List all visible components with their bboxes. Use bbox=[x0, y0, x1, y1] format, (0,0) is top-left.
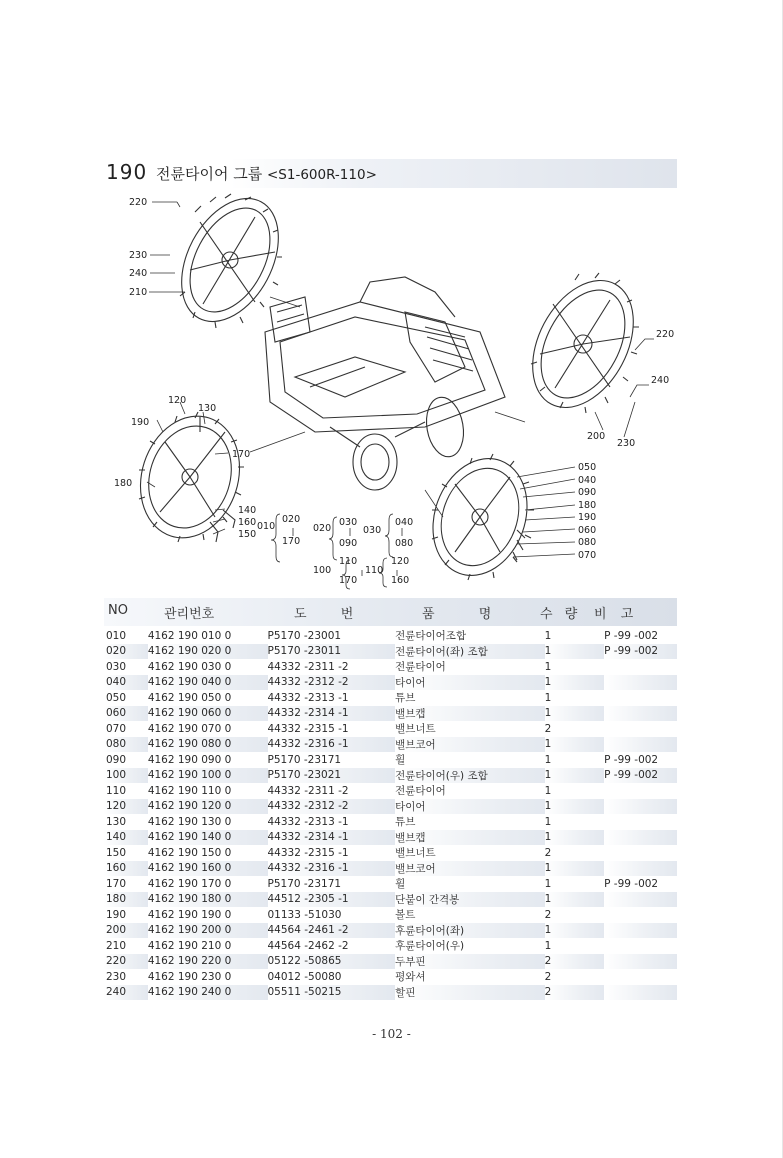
row-number-cell: 130 bbox=[106, 815, 127, 828]
management-number-cell: 4162 190 190 0 bbox=[147, 908, 232, 921]
drawing-number-cell: 44332 -2313 -1 bbox=[267, 691, 349, 704]
drawing-number-cell: 44332 -2311 -2 bbox=[267, 784, 349, 797]
row-number-cell: 010 bbox=[106, 629, 127, 642]
table-row bbox=[104, 675, 677, 691]
row-number-cell: 100 bbox=[104, 768, 148, 784]
row-number-cell: 150 bbox=[106, 846, 127, 859]
assembly-label: 170 bbox=[339, 575, 358, 586]
remark-cell bbox=[604, 985, 677, 1001]
table-row bbox=[104, 690, 677, 706]
part-name-cell: 두부핀 bbox=[395, 954, 545, 970]
callout: 130 bbox=[198, 403, 217, 414]
quantity-cell: 1 bbox=[545, 892, 605, 908]
table-row bbox=[104, 954, 677, 970]
management-number-cell: 4162 190 050 0 bbox=[147, 691, 232, 704]
quantity-cell: 1 bbox=[544, 877, 552, 890]
drawing-number-cell: 44332 -2314 -1 bbox=[268, 706, 396, 722]
management-number-cell: 4162 190 140 0 bbox=[148, 830, 268, 846]
callout: 170 bbox=[232, 449, 251, 460]
table-row bbox=[104, 814, 677, 830]
assembly-label: 120 bbox=[391, 556, 410, 567]
row-number-cell: 190 bbox=[106, 908, 127, 921]
assembly-label: 010 bbox=[257, 521, 276, 532]
part-name-cell: 밸브코어 bbox=[395, 737, 545, 753]
quantity-cell: 1 bbox=[544, 660, 552, 673]
part-name-cell: 밸브너트 bbox=[395, 847, 436, 860]
quantity-cell: 2 bbox=[544, 908, 552, 921]
part-name-cell: 전륜타이어(좌) 조합 bbox=[395, 644, 545, 660]
remark-cell: P -99 -002 bbox=[604, 644, 677, 660]
header-quantity: 수 량 bbox=[540, 607, 578, 622]
management-number-cell: 4162 190 100 0 bbox=[148, 768, 268, 784]
quantity-cell: 1 bbox=[545, 675, 605, 691]
row-number-cell: 110 bbox=[106, 784, 127, 797]
assembly-label: 080 bbox=[395, 538, 414, 549]
quantity-cell: 1 bbox=[545, 830, 605, 846]
management-number-cell: 4162 190 110 0 bbox=[147, 784, 232, 797]
part-name-cell: 타이어 bbox=[395, 799, 545, 815]
quantity-cell: 1 bbox=[545, 644, 605, 660]
callout: 240 bbox=[129, 268, 148, 279]
assembly-label: 160 bbox=[391, 575, 410, 586]
callout: 240 bbox=[651, 375, 670, 386]
remark-cell bbox=[604, 954, 677, 970]
quantity-cell: 1 bbox=[545, 923, 605, 939]
remark-cell bbox=[604, 830, 677, 846]
quantity-cell: 2 bbox=[545, 985, 605, 1001]
remark-cell: P -99 -002 bbox=[604, 753, 659, 766]
drawing-number-cell: P5170 -23001 bbox=[267, 629, 342, 642]
quantity-cell: 2 bbox=[545, 954, 605, 970]
remark-cell: P -99 -002 bbox=[604, 629, 659, 642]
page-number: - 102 - bbox=[372, 1027, 411, 1041]
tractor-body bbox=[265, 277, 505, 490]
remark-cell bbox=[604, 845, 677, 861]
callout: 090 bbox=[578, 487, 597, 498]
callout: 210 bbox=[129, 287, 148, 298]
part-name-cell: 밸브코어 bbox=[395, 861, 545, 877]
management-number-cell: 4162 190 170 0 bbox=[147, 877, 232, 890]
part-name-cell: 휠 bbox=[395, 754, 406, 767]
management-number-cell: 4162 190 210 0 bbox=[147, 939, 232, 952]
table-row bbox=[104, 985, 677, 1001]
row-number-cell: 240 bbox=[104, 985, 148, 1001]
part-name-cell: 밸브캡 bbox=[395, 706, 545, 722]
drawing-number-cell: 05511 -50215 bbox=[268, 985, 396, 1001]
row-number-cell: 160 bbox=[104, 861, 148, 877]
part-name-cell: 볼트 bbox=[395, 909, 416, 922]
table-row bbox=[104, 721, 677, 737]
remark-cell: P -99 -002 bbox=[604, 877, 659, 890]
assembly-label: 090 bbox=[339, 538, 358, 549]
exploded-parts-diagram bbox=[105, 192, 685, 592]
callout: 150 bbox=[238, 529, 257, 540]
assembly-label: 100 bbox=[313, 565, 332, 576]
header-part-name: 품 명 bbox=[422, 607, 492, 622]
assembly-label: 110 bbox=[339, 556, 358, 567]
drawing-number-cell: P5170 -23021 bbox=[268, 768, 396, 784]
quantity-cell: 1 bbox=[544, 939, 552, 952]
drawing-number-cell: 44512 -2305 -1 bbox=[268, 892, 396, 908]
part-name-cell: 전륜타이어(우) 조합 bbox=[395, 768, 545, 784]
management-number-cell: 4162 190 230 0 bbox=[147, 970, 232, 983]
part-name-cell: 타이어 bbox=[395, 675, 545, 691]
header-mgmt-number: 관리번호 bbox=[164, 607, 215, 622]
quantity-cell: 1 bbox=[544, 691, 552, 704]
callout: 040 bbox=[578, 475, 597, 486]
part-name-cell: 할핀 bbox=[395, 985, 545, 1001]
quantity-cell: 1 bbox=[545, 861, 605, 877]
remark-cell bbox=[604, 721, 677, 737]
header-drawing-number: 도 번 bbox=[294, 607, 354, 622]
quantity-cell: 1 bbox=[544, 629, 552, 642]
callout: 140 bbox=[238, 505, 257, 516]
callout: 220 bbox=[129, 197, 148, 208]
management-number-cell: 4162 190 030 0 bbox=[147, 660, 232, 673]
table-row bbox=[104, 644, 677, 660]
part-name-cell: 전륜타이어 bbox=[395, 661, 446, 674]
remark-cell bbox=[604, 892, 677, 908]
drawing-number-cell: 44332 -2313 -1 bbox=[267, 815, 349, 828]
callout: 200 bbox=[587, 431, 606, 442]
callout: 080 bbox=[578, 537, 597, 548]
parts-table-body bbox=[104, 628, 677, 1000]
table-row bbox=[104, 830, 677, 846]
drawing-number-cell: P5170 -23171 bbox=[267, 877, 342, 890]
remark-cell bbox=[604, 907, 677, 923]
management-number-cell: 4162 190 060 0 bbox=[148, 706, 268, 722]
rear-wheel-left bbox=[162, 192, 298, 338]
row-number-cell: 070 bbox=[106, 722, 127, 735]
callout: 230 bbox=[129, 250, 148, 261]
drawing-number-cell: 44332 -2314 -1 bbox=[268, 830, 396, 846]
assembly-label: 020 bbox=[313, 523, 332, 534]
row-number-cell: 220 bbox=[104, 954, 148, 970]
management-number-cell: 4162 190 220 0 bbox=[148, 954, 268, 970]
drawing-number-cell: 44332 -2312 -2 bbox=[268, 675, 396, 691]
group-title: 전륜타이어 그룹 bbox=[156, 165, 263, 183]
table-header bbox=[104, 598, 677, 626]
management-number-cell: 4162 190 090 0 bbox=[147, 753, 232, 766]
row-number-cell: 120 bbox=[104, 799, 148, 815]
management-number-cell: 4162 190 080 0 bbox=[148, 737, 268, 753]
quantity-cell: 1 bbox=[545, 706, 605, 722]
page-title bbox=[156, 163, 377, 184]
model-code: <S1-600R-110> bbox=[266, 167, 377, 183]
callout: 060 bbox=[578, 525, 597, 536]
assembly-label: 110 bbox=[365, 565, 384, 576]
callout: 190 bbox=[578, 512, 597, 523]
remark-cell bbox=[604, 969, 677, 985]
parts-table bbox=[104, 628, 677, 1000]
quantity-cell: 1 bbox=[545, 768, 605, 784]
drawing-number-cell: 44332 -2311 -2 bbox=[267, 660, 349, 673]
remark-cell bbox=[604, 659, 677, 675]
part-name-cell: 단붙이 간격봉 bbox=[395, 892, 545, 908]
part-name-cell: 밸브너트 bbox=[395, 723, 436, 736]
table-row bbox=[104, 907, 677, 923]
callout: 220 bbox=[656, 329, 675, 340]
row-number-cell: 200 bbox=[104, 923, 148, 939]
remark-cell bbox=[604, 675, 677, 691]
remark-cell bbox=[604, 938, 677, 954]
assembly-label: 040 bbox=[395, 517, 414, 528]
assembly-label: 030 bbox=[339, 517, 358, 528]
remark-cell bbox=[604, 814, 677, 830]
drawing-number-cell: 44332 -2316 -1 bbox=[268, 861, 396, 877]
group-number: 190 bbox=[106, 160, 148, 184]
table-row bbox=[104, 892, 677, 908]
remark-cell bbox=[604, 799, 677, 815]
table-row bbox=[104, 876, 677, 892]
remark-cell bbox=[604, 923, 677, 939]
assembly-label: 020 bbox=[282, 514, 301, 525]
row-number-cell: 230 bbox=[106, 970, 127, 983]
callout: 070 bbox=[578, 550, 597, 561]
table-row bbox=[104, 799, 677, 815]
part-name-cell: 튜브 bbox=[395, 816, 416, 829]
quantity-cell: 1 bbox=[545, 737, 605, 753]
management-number-cell: 4162 190 010 0 bbox=[147, 629, 232, 642]
row-number-cell: 090 bbox=[106, 753, 127, 766]
part-name-cell: 밸브캡 bbox=[395, 830, 545, 846]
quantity-cell: 1 bbox=[544, 784, 552, 797]
table-row bbox=[104, 845, 677, 861]
part-name-cell: 튜브 bbox=[395, 692, 416, 705]
callout: 120 bbox=[168, 395, 187, 406]
remark-cell: P -99 -002 bbox=[604, 768, 677, 784]
table-row bbox=[104, 737, 677, 753]
row-number-cell: 080 bbox=[104, 737, 148, 753]
quantity-cell: 2 bbox=[544, 846, 552, 859]
drawing-number-cell: 44332 -2316 -1 bbox=[268, 737, 396, 753]
table-row bbox=[104, 938, 677, 954]
callout: 050 bbox=[578, 462, 597, 473]
management-number-cell: 4162 190 150 0 bbox=[147, 846, 232, 859]
row-number-cell: 020 bbox=[104, 644, 148, 660]
drawing-number-cell: 44564 -2461 -2 bbox=[268, 923, 396, 939]
management-number-cell: 4162 190 020 0 bbox=[148, 644, 268, 660]
remark-cell bbox=[604, 737, 677, 753]
drawing-number-cell: 44332 -2312 -2 bbox=[268, 799, 396, 815]
table-row bbox=[104, 783, 677, 799]
assembly-label: 030 bbox=[363, 525, 382, 536]
table-row bbox=[104, 706, 677, 722]
part-name-cell: 전륜타이어 bbox=[395, 785, 446, 798]
remark-cell bbox=[604, 690, 677, 706]
callout: 190 bbox=[131, 417, 150, 428]
table-row bbox=[104, 923, 677, 939]
drawing-number-cell: P5170 -23011 bbox=[268, 644, 396, 660]
quantity-cell: 1 bbox=[544, 753, 552, 766]
quantity-cell: 1 bbox=[544, 815, 552, 828]
table-row bbox=[104, 659, 677, 675]
rear-wheel-right bbox=[512, 263, 654, 424]
management-number-cell: 4162 190 120 0 bbox=[148, 799, 268, 815]
management-number-cell: 4162 190 200 0 bbox=[148, 923, 268, 939]
drawing-number-cell: 44564 -2462 -2 bbox=[267, 939, 349, 952]
callout: 230 bbox=[617, 438, 636, 449]
management-number-cell: 4162 190 040 0 bbox=[148, 675, 268, 691]
drawing-number-cell: 05122 -50865 bbox=[268, 954, 396, 970]
remark-cell bbox=[604, 861, 677, 877]
table-row bbox=[104, 861, 677, 877]
management-number-cell: 4162 190 240 0 bbox=[148, 985, 268, 1001]
remark-cell bbox=[604, 783, 677, 799]
remark-cell bbox=[604, 706, 677, 722]
row-number-cell: 050 bbox=[106, 691, 127, 704]
part-name-cell: 전륜타이어조합 bbox=[395, 630, 467, 643]
table-row bbox=[104, 768, 677, 784]
management-number-cell: 4162 190 160 0 bbox=[148, 861, 268, 877]
table-row bbox=[104, 628, 677, 644]
row-number-cell: 040 bbox=[104, 675, 148, 691]
header-remark: 비 고 bbox=[594, 607, 634, 622]
row-number-cell: 210 bbox=[106, 939, 127, 952]
drawing-number-cell: 01133 -51030 bbox=[267, 908, 342, 921]
quantity-cell: 2 bbox=[544, 970, 552, 983]
callout: 180 bbox=[114, 478, 133, 489]
assembly-label: 170 bbox=[282, 536, 301, 547]
management-number-cell: 4162 190 180 0 bbox=[148, 892, 268, 908]
row-number-cell: 060 bbox=[104, 706, 148, 722]
callout: 180 bbox=[578, 500, 597, 511]
callout: 160 bbox=[238, 517, 257, 528]
quantity-cell: 2 bbox=[544, 722, 552, 735]
management-number-cell: 4162 190 130 0 bbox=[147, 815, 232, 828]
quantity-cell: 1 bbox=[545, 799, 605, 815]
row-number-cell: 180 bbox=[104, 892, 148, 908]
row-number-cell: 030 bbox=[106, 660, 127, 673]
table-row bbox=[104, 969, 677, 985]
table-row bbox=[104, 752, 677, 768]
part-name-cell: 후륜타이어(좌) bbox=[395, 923, 545, 939]
row-number-cell: 140 bbox=[104, 830, 148, 846]
part-name-cell: 휠 bbox=[395, 878, 406, 891]
management-number-cell: 4162 190 070 0 bbox=[147, 722, 232, 735]
drawing-number-cell: 44332 -2315 -1 bbox=[267, 846, 349, 859]
drawing-number-cell: P5170 -23171 bbox=[267, 753, 342, 766]
row-number-cell: 170 bbox=[106, 877, 127, 890]
drawing-number-cell: 44332 -2315 -1 bbox=[267, 722, 349, 735]
header-no: NO bbox=[108, 603, 128, 618]
front-wheel-right bbox=[417, 445, 543, 589]
drawing-number-cell: 04012 -50080 bbox=[267, 970, 342, 983]
part-name-cell: 평와셔 bbox=[395, 971, 426, 984]
part-name-cell: 후륜타이어(우) bbox=[395, 940, 465, 953]
